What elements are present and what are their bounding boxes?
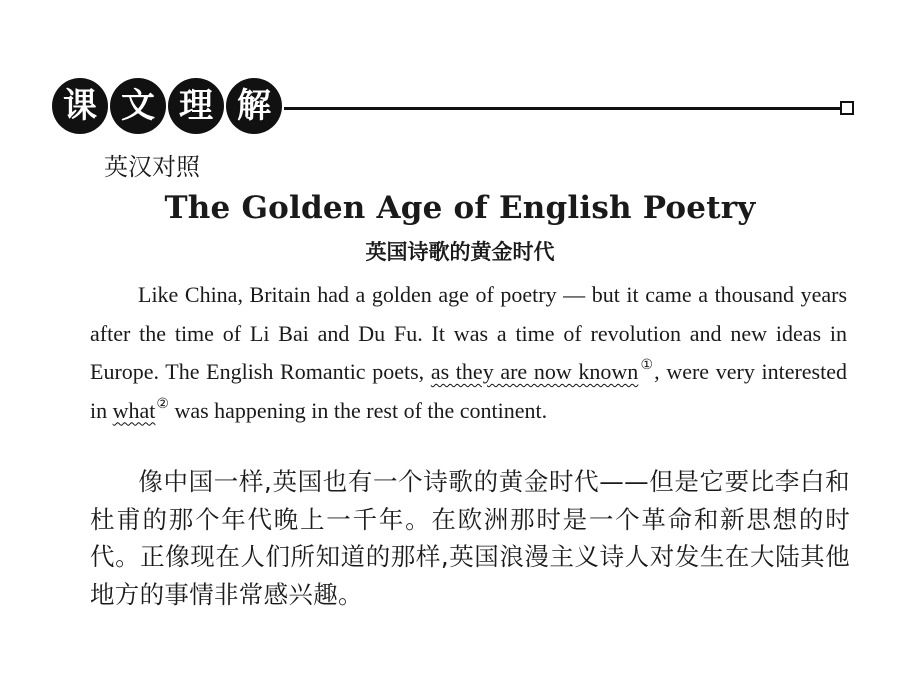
banner-end-square — [840, 101, 854, 115]
article-title: The Golden Age of English Poetry — [164, 190, 756, 226]
annotated-phrase-2: what — [112, 397, 156, 423]
footnote-marker-2: ② — [156, 396, 169, 412]
article-title-zh: 英国诗歌的黄金时代 — [365, 240, 555, 264]
footnote-marker-1: ① — [639, 358, 655, 373]
section-subtitle: 英汉对照 — [104, 153, 200, 181]
section-badge-char: 文 — [110, 78, 166, 134]
english-paragraph — [90, 276, 847, 430]
section-banner — [52, 78, 852, 134]
english-text-part1: Like China, Britain had a golden age of poetry — but it came a thousand years after the time of Li Bai and Du Fu. It was a time of revolution and new ideas in Europe. The English Romantic poets, — [90, 282, 847, 384]
english-text-part2: , were very interested in — [90, 359, 847, 423]
section-badge-char: 解 — [226, 78, 282, 134]
annotated-phrase-1: as they are now known — [430, 359, 639, 384]
banner-rule — [284, 107, 842, 110]
chinese-text: 像中国一样,英国也有一个诗歌的黄金时代——但是它要比李白和杜甫的那个年代晚上一千年。在欧洲那时是一个革命和新思想的时代。正像现在人们所知道的那样,英国浪漫主义诗人对发生在大陆其他地方的事情非常感兴趣。 — [90, 467, 850, 609]
english-text-part3: was happening in the rest of the continent. — [168, 397, 548, 423]
chinese-paragraph — [90, 463, 850, 613]
section-badge-char: 理 — [168, 78, 224, 134]
section-badge-char: 课 — [52, 78, 108, 134]
